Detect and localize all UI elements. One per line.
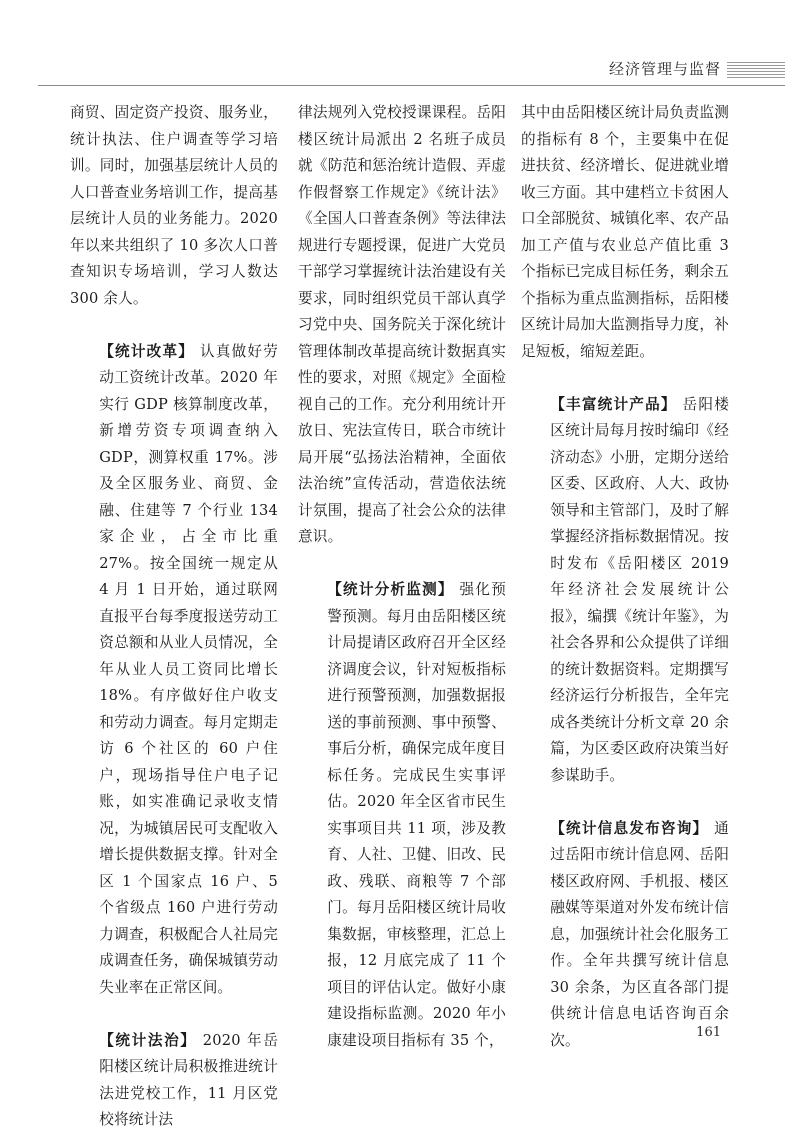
header-decoration-lines [727, 62, 785, 78]
text-statistics-products: 岳阳楼区统计局每月按时编印《经济动态》小册，定期分送给区委、区政府、人大、政协领导和主管部门，及时了解掌握经济指标数据情况。按时发布《岳阳楼区 2019 年经济社会发展统计公报》，编撰《统计年鉴》，为社会各界和公众提供了详细的统计数据资料。定期撰写经济运行分析报告，全年完成各类统计分析文章 20 余篇，为区委区政府决策当好参谋助手。 [550, 395, 729, 784]
paragraph-training: 商贸、固定资产投资、服务业，统计执法、住户调查等学习培训。同时，加强基层统计人员的人口普查业务培训工作，提高基层统计人员的业务能力。2020 年以来共组织了 10 多次人口普查知识专场培训，学习人数达 300 余人。 [70, 104, 278, 307]
page-header [0, 0, 793, 96]
text-statistics-reform: 认真做好劳动工资统计改革。2020 年实行 GDP 核算制度改革，新增劳资专项调查纳入 GDP，测算权重 17%。涉及全区服务业、商贸、金融、住建等 7 个行业 134 家企业，占全市比重 27%。按全国统一规定从 4 月 1 日开始，通过联网直报平台每季度报送劳动工资总额和从业人员情况，全年从业人员工资同比增长 18%。有序做好住户收支和劳动力调查。每月定期走访 6 个社区的 60 户住户，现场指导住户电子记账，如实准确记录收支情况，为城镇居民可支配收入增长提供数据支撑。针对全区 1 个国家点 16 户、5 个省级点 160 户进行劳动力调查，积极配合人社局完成调查任务，确保城镇劳动失业率在正常区间。 [99, 342, 279, 996]
text-statistics-law: 2020 年岳阳楼区统计局积极推进统计法进党校工作，11 月区党校将统计法 [99, 1031, 278, 1128]
header-divider [38, 85, 785, 86]
paragraph-statistics-products [521, 392, 729, 790]
heading-statistics-law: 【统计法治】 [99, 1031, 197, 1049]
heading-analysis-monitoring: 【统计分析监测】 [327, 581, 454, 598]
heading-statistics-products: 【丰富统计产品】 [550, 395, 677, 413]
paragraph-statistics-law [70, 1028, 278, 1134]
text-analysis-monitoring: 强化预警预测。每月由岳阳楼区统计局提请区政府召开全区经济调度会议，针对短板指标进行预警预测，加强数据报送的事前预测、事中预警、事后分析，确保完成年度目标任务。完成民生实事评估。2020 年全区省市民生实事项目共 11 项，涉及教育、人社、卫健、旧改、民政、残联、商粮等 7 个部门。每月岳阳楼区统计局收集数据，审核整理，汇总上报，12 月底完成了 11 个项目的评估认定。做好小康建设指标监测。2020 年小康建设项目指标有 35 个， [327, 581, 506, 1049]
text-column-2 [298, 100, 506, 1054]
heading-statistics-reform: 【统计改革】 [99, 342, 195, 360]
paragraph-info-release [521, 816, 729, 1055]
paragraph-statistics-reform [70, 339, 278, 1002]
heading-info-release: 【统计信息发布咨询】 [550, 819, 709, 837]
paragraph-monitoring-continued: 其中由岳阳楼区统计局负责监测的指标有 8 个，主要集中在促进扶贫、经济增长、促进就业增收三方面。其中建档立卡贫困人口全部脱贫、城镇化率、农产品加工产值与农业总产值比重 3 个指标已完成目标任务，剩余五个指标为重点监测指标，岳阳楼区统计局加大监测指导力度，补足短板，缩短差距。 [521, 104, 729, 360]
paragraph-analysis-monitoring [298, 577, 506, 1054]
text-info-release: 通过岳阳市统计信息网、岳阳楼区政府网、手机报、楼区融媒等渠道对外发布统计信息，加强统计社会化服务工作。全年共撰写统计信息 30 余条，为区直各部门提供统计信息电话咨询百余次。 [550, 819, 729, 1049]
paragraph-law-continued: 律法规列入党校授课课程。岳阳楼区统计局派出 2 名班子成员就《防范和惩治统计造假、弄虚作假督察工作规定》《统计法》《全国人口普查条例》等法律法规进行专题授课，促进广大党员干部学习掌握统计法治建设有关要求，同时组织党员干部认真学习党中央、国务院关于深化统计管理体制改革提高统计数据真实性的要求，对照《规定》全面检视自己的工作。充分利用统计开放日、宪法宣传日，联合市统计局开展“弘扬法治精神，全面依法治统”宣传活动，营造依法统计氛围，提高了社会公众的法律意识。 [298, 104, 506, 545]
text-column-3 [521, 100, 729, 1054]
section-title: 经济管理与监督 [608, 60, 721, 78]
text-column-1 [70, 100, 278, 1134]
page-number: 161 [696, 1025, 721, 1040]
